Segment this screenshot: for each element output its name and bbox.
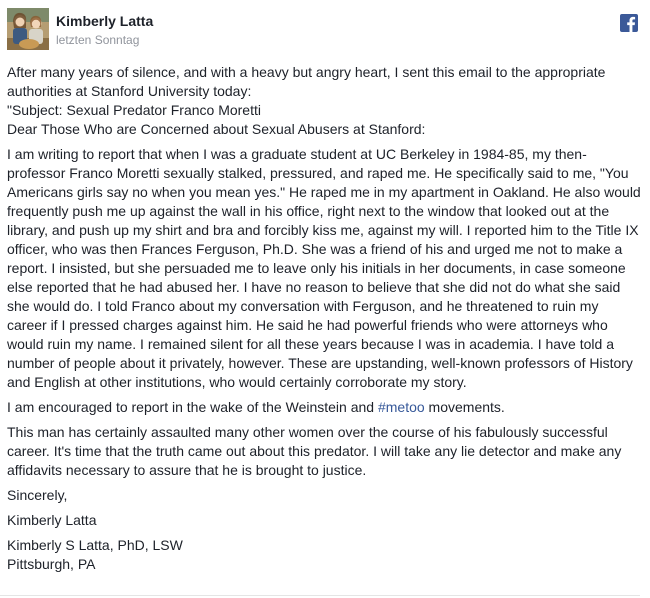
text-line: authorities at Stanford University today: [7, 83, 252, 99]
post-divider [0, 595, 640, 596]
text-line: officer, who was then Frances Ferguson, Ph.D. She was a friend of his and urged me not to make a [7, 241, 623, 257]
text-line: This man has certainly assaulted many other women over the course of his fabulously successful [7, 424, 608, 440]
text-line: career if I pressed charges against him. He said he had powerful friends who were attorneys who [7, 317, 608, 333]
author-avatar[interactable] [7, 8, 49, 50]
text-line: number of people about it privately, however. These are upstanding, well-known professors of History [7, 355, 633, 371]
post-body [7, 63, 641, 580]
text-line: Pittsburgh, PA [7, 556, 96, 572]
post-paragraph [7, 63, 637, 139]
text-line: Kimberly Latta [7, 512, 97, 528]
text-line [7, 398, 637, 417]
text-line: After many years of silence, and with a heavy but angry heart, I sent this email to the appropriate [7, 64, 606, 80]
text-line: report. I insisted, but she persuaded me to leave only his initials in her documents, in case someone [7, 260, 626, 276]
text-line: Sincerely, [7, 487, 68, 503]
post-paragraph [7, 145, 641, 392]
post-paragraph [7, 486, 637, 505]
text-segment: movements. [424, 399, 505, 415]
facebook-icon[interactable] [620, 14, 638, 32]
text-line: Kimberly S Latta, PhD, LSW [7, 537, 183, 553]
text-line: Dear Those Who are Concerned about Sexual Abusers at Stanford: [7, 121, 426, 137]
hashtag-link[interactable]: #metoo [377, 399, 425, 415]
text-line: frequently push me up against the wall in his office, right next to the window that looked out at the [7, 203, 610, 219]
text-line: library, and push up my shirt and bra and forcibly kiss me, against my will. I reported him to the Title IX [7, 222, 639, 238]
text-line: career. It's time that the truth came out about this predator. I will take any lie detector and make any [7, 443, 622, 459]
text-line: professor Franco Moretti sexually stalked, pressured, and raped me. He specifically said to me, "You [7, 165, 629, 181]
post-timestamp[interactable]: letzten Sonntag [56, 33, 140, 47]
post-header [7, 8, 643, 52]
text-segment: I am encouraged to report in the wake of the Weinstein and [7, 399, 378, 415]
text-line: would ruin my name. I remained silent for all these years because I was in academia. I have told a [7, 336, 614, 352]
text-line: "Subject: Sexual Predator Franco Moretti [7, 102, 261, 118]
text-line: and English at other institutions, who would certainly corroborate my story. [7, 374, 467, 390]
profile-photo-icon [7, 8, 49, 50]
post-paragraph [7, 511, 637, 530]
text-line: Americans girls say no when you mean yes." He raped me in my apartment in Oakland. He also would [7, 184, 641, 200]
text-line: she would do. I told Franco about my conversation with Ferguson, and he threatened to ruin my [7, 298, 599, 314]
post-paragraph [7, 536, 637, 574]
text-line: affidavits necessary to assure that he is brought to justice. [7, 462, 367, 478]
post-paragraph [7, 398, 637, 417]
text-line: else reported that he had abused her. I have no reason to believe that she did not do what she said [7, 279, 621, 295]
author-name[interactable]: Kimberly Latta [56, 13, 154, 29]
text-line: I am writing to report that when I was a graduate student at UC Berkeley in 1984-85, my then- [7, 146, 587, 162]
post-paragraph [7, 423, 637, 480]
